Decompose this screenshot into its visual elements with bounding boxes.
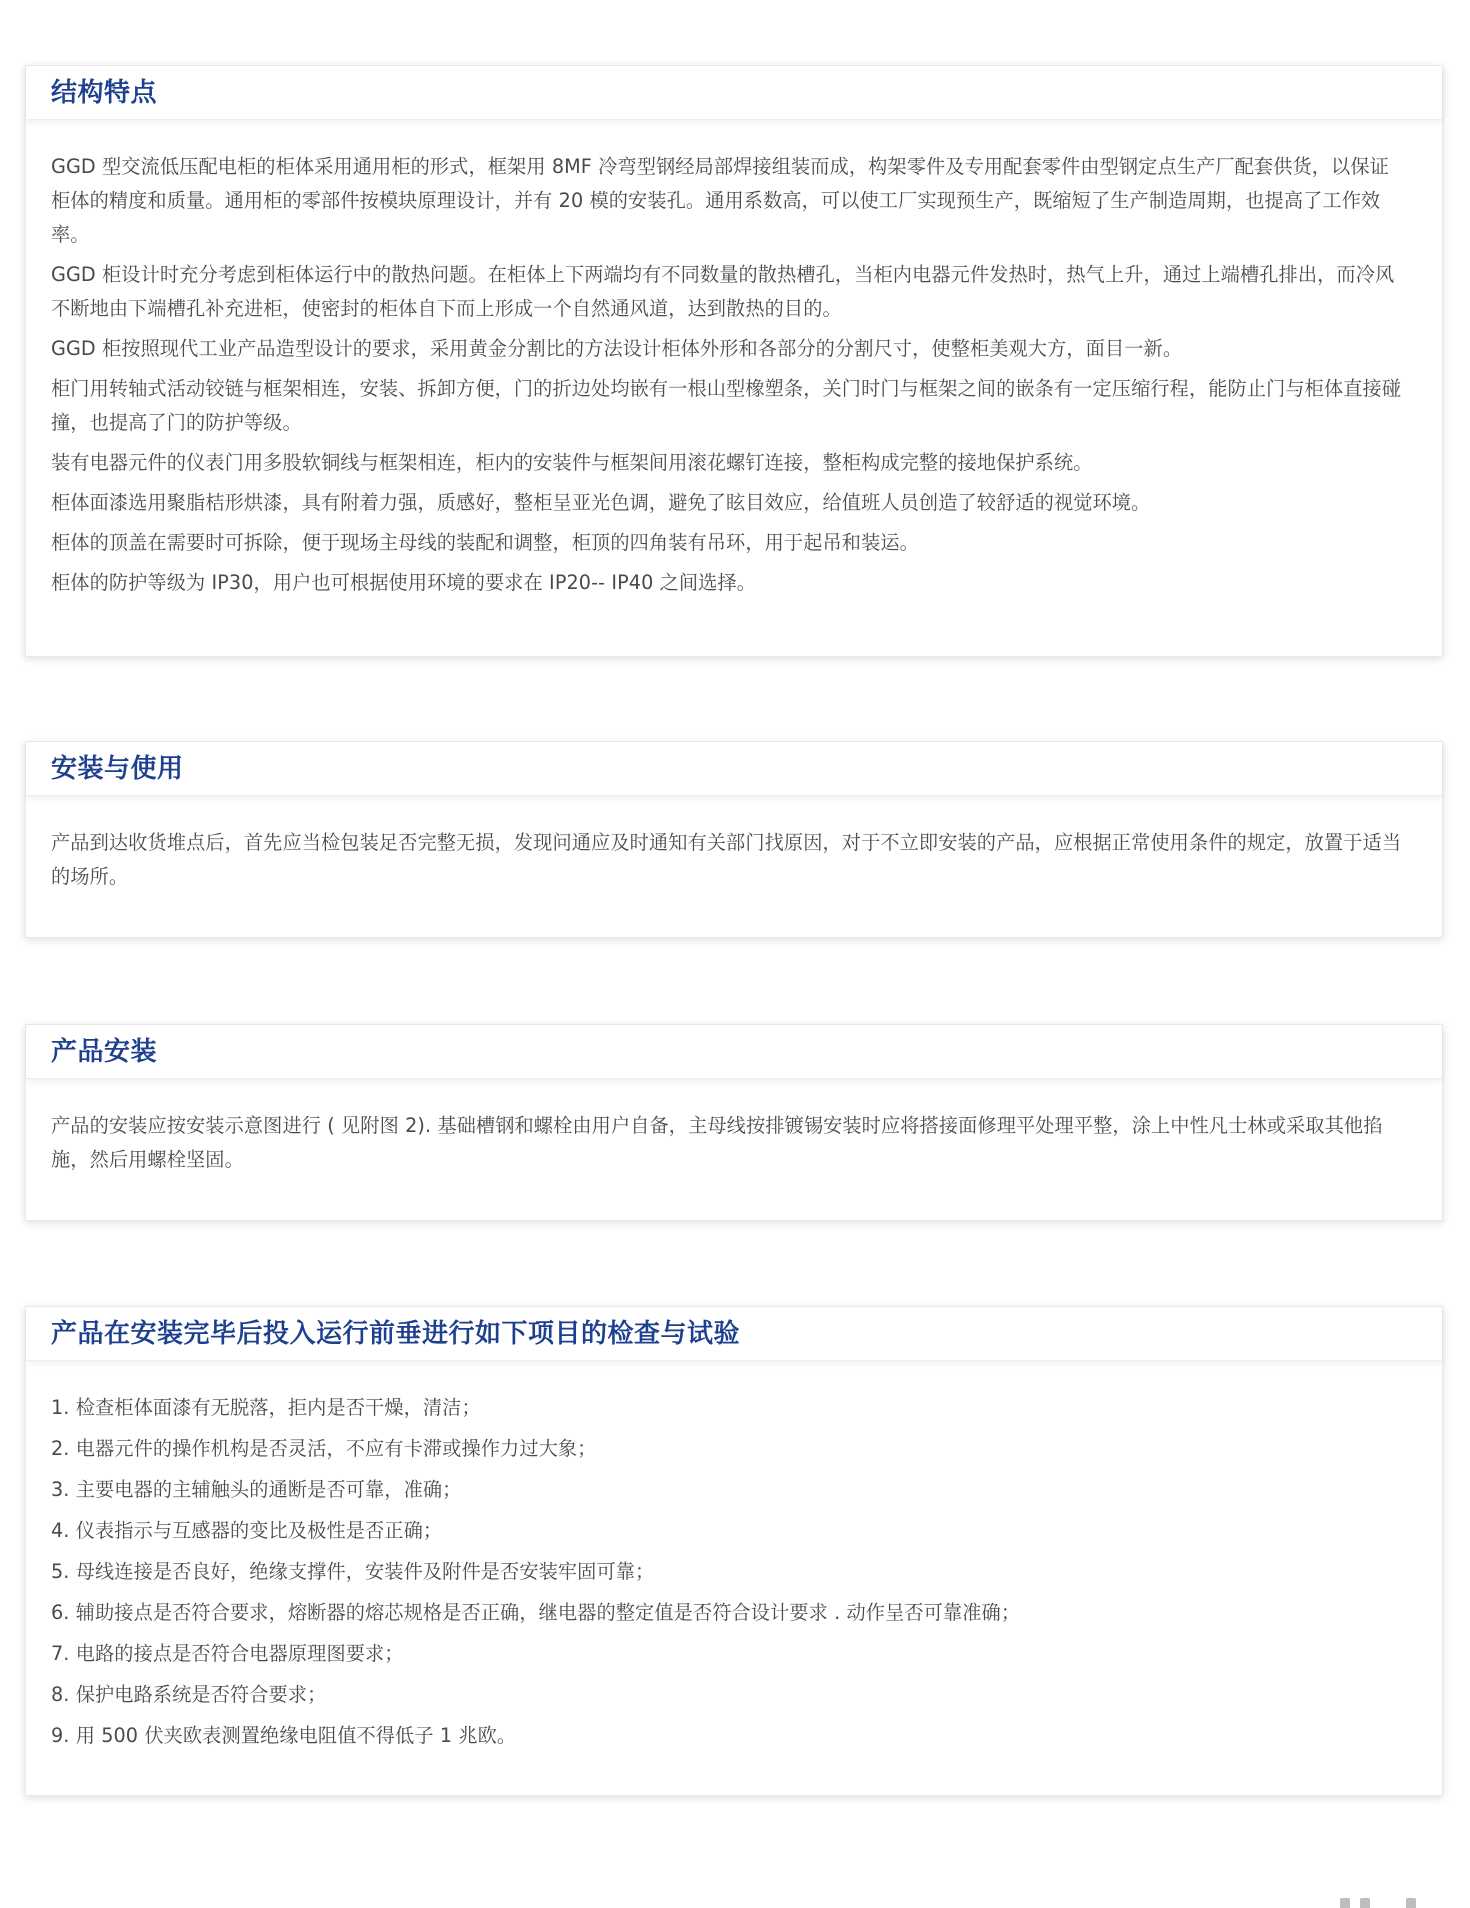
inspection-list bbox=[26, 1361, 1442, 1788]
paragraph: 柜体的顶盖在需要时可拆除，便于现场主母线的装配和调整，柜顶的四角装有吊环，用于起吊和装运。 bbox=[51, 531, 919, 554]
paragraph: GGD 型交流低压配电柜的柜体采用通用柜的形式，框架用 8MF 冷弯型钢经局部焊接组装而成，构架零件及专用配套零件由型钢定点生产厂配套供货，以保证柜体的精度和质量。通用柜的零部件按模块原理设计，并有 20 模的安装孔。通用系数高，可以使工厂实现预生产，既缩短了生产制造周期，也提高了工作效率。 bbox=[51, 155, 1389, 246]
list-item: 5. 母线连接是否良好，绝缘支撑件，安装件及附件是否安装牢固可靠； bbox=[51, 1560, 655, 1583]
section-title: 产品安装 bbox=[51, 1036, 158, 1067]
paragraph: 装有电器元件的仪表门用多股软铜线与框架相连，柜内的安装件与框架间用滚花螺钉连接，整柜构成完整的接地保护系统。 bbox=[51, 451, 1093, 474]
section-header bbox=[26, 1025, 1442, 1079]
list-item: 1. 检查柜体面漆有无脱落，拒内是否干燥，清洁； bbox=[51, 1396, 481, 1419]
section-pre-operation-inspection bbox=[25, 1306, 1443, 1796]
section-header bbox=[26, 742, 1442, 796]
list-item: 2. 电器元件的操作机构是否灵活，不应有卡滞或操作力过大象； bbox=[51, 1437, 597, 1460]
section-installation-and-use bbox=[25, 741, 1443, 938]
paragraph: 产品的安装应按安装示意图进行 ( 见附图 2). 基础槽钢和螺栓由用户自备，主母线按排镀锡安装时应将搭接面修理平处理平整，涂上中性凡士林或采取其他掐施，然后用螺栓坚固。 bbox=[51, 1114, 1383, 1171]
section-header bbox=[26, 1307, 1442, 1361]
paragraph: 柜体的防护等级为 IP30，用户也可根据使用环境的要求在 IP20-- IP40 之间选择。 bbox=[51, 571, 757, 594]
list-item: 8. 保护电路系统是否符合要求； bbox=[51, 1683, 327, 1706]
list-item: 6. 辅助接点是否符合要求，熔断器的熔芯规格是否正确，继电器的整定值是否符合设计要求 . 动作呈否可靠准确； bbox=[51, 1601, 1021, 1624]
section-body bbox=[26, 120, 1442, 628]
list-item: 7. 电路的接点是否符合电器原理图要求； bbox=[51, 1642, 404, 1665]
section-title: 产品在安装完毕后投入运行前垂进行如下项目的检查与试验 bbox=[51, 1318, 741, 1349]
paragraph: 柜门用转轴式活动铰链与框架相连，安装、拆卸方便，门的折边处均嵌有一根山型橡塑条，关门时门与框架之间的嵌条有一定压缩行程，能防止门与柜体直接碰撞，也提高了门的防护等级。 bbox=[51, 377, 1402, 434]
section-product-installation bbox=[25, 1024, 1443, 1221]
paragraph: 柜体面漆选用聚脂桔形烘漆，具有附着力强，质感好，整柜呈亚光色调，避免了眩目效应，给值班人员创造了较舒适的视觉环境。 bbox=[51, 491, 1151, 514]
cropped-glyph bbox=[1340, 1898, 1350, 1908]
section-title: 结构特点 bbox=[51, 77, 158, 108]
cropped-glyph bbox=[1406, 1898, 1416, 1908]
list-item: 9. 用 500 伏夹欧表测置绝缘电阻值不得低子 1 兆欧。 bbox=[51, 1724, 517, 1747]
paragraph: GGD 柜设计时充分考虑到柜体运行中的散热问题。在柜体上下两端均有不同数量的散热槽孔，当柜内电器元件发热时，热气上升，通过上端槽孔排出，而冷风不断地由下端槽孔补充进柜，使密封的柜体自下而上形成一个自然通风道，达到散热的目的。 bbox=[51, 263, 1395, 320]
section-structure-features bbox=[25, 65, 1443, 657]
section-body bbox=[26, 1079, 1442, 1205]
paragraph: 产品到达收货堆点后，首先应当检包装足否完整无损，发现问通应及时通知有关部门找原因，对于不立即安装的产品，应根据正常使用条件的规定，放置于适当的场所。 bbox=[51, 831, 1402, 888]
cropped-glyph bbox=[1360, 1898, 1370, 1908]
section-title: 安装与使用 bbox=[51, 753, 184, 784]
section-header bbox=[26, 66, 1442, 120]
section-body bbox=[26, 796, 1442, 922]
list-item: 4. 仪表指示与互感器的变比及极性是否正确； bbox=[51, 1519, 443, 1542]
list-item: 3. 主要电器的主辅触头的通断是否可靠，准确； bbox=[51, 1478, 462, 1501]
paragraph: GGD 柜按照现代工业产品造型设计的要求，采用黄金分割比的方法设计柜体外形和各部分的分割尺寸，使整柜美观大方，面目一新。 bbox=[51, 337, 1183, 360]
cropped-footer-glyphs bbox=[1320, 1898, 1440, 1908]
